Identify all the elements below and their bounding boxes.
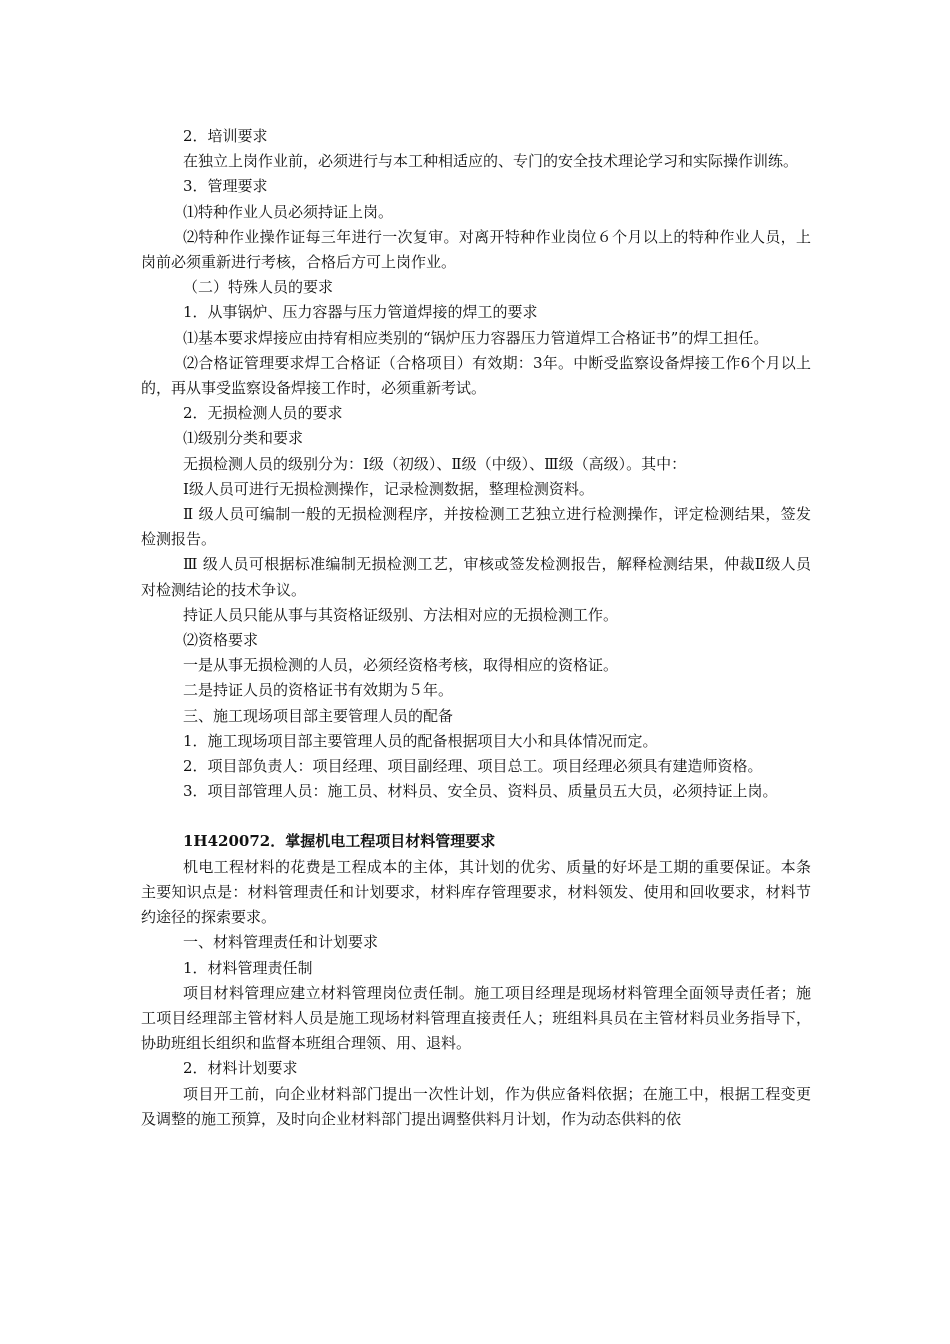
paragraph: 二是持证人员的资格证书有效期为５年。 [183,681,454,700]
paragraph: 三、施工现场项目部主要管理人员的配备 [183,706,454,725]
paragraph: Ⅲ 级人员可根据标准编制无损检测工艺，审核或签发检测报告，解释检测结果，仲裁Ⅱ级人员对检测结论的技术争议。 [141,555,811,599]
paragraph: 无损检测人员的级别分为：Ⅰ级（初级）、Ⅱ级（中级）、Ⅲ级（高级）。其中： [183,454,687,473]
paragraph: （二）特殊人员的要求 [183,278,334,297]
paragraph: 一、材料管理责任和计划要求 [183,933,379,952]
paragraph: Ⅰ级人员可进行无损检测操作，记录检测数据，整理检测资料。 [183,479,594,498]
paragraph: 项目开工前，向企业材料部门提出一次性计划，作为供应备料依据；在施工中，根据工程变更及调整的施工预算，及时向企业材料部门提出调整供料月计划，作为动态供料的依 [141,1084,811,1128]
paragraph: ⑴特种作业人员必须持证上岗。 [183,202,394,221]
paragraph: 机电工程材料的花费是工程成本的主体，其计划的优劣、质量的好坏是工期的重要保证。本条主要知识点是：材料管理责任和计划要求，材料库存管理要求，材料领发、使用和回收要求，材料节约途径的探索要求。 [141,857,811,927]
section-heading: 1H420072．掌握机电工程项目材料管理要求 [183,832,496,851]
paragraph: 3．项目部管理人员：施工员、材料员、安全员、资料员、质量员五大员，必须持证上岗。 [183,782,778,801]
paragraph: ⑴基本要求焊接应由持宥相应类别的“锅炉压力容器压力管道焊工合格证书”的焊工担任。 [183,328,769,347]
paragraph: 一是从事无损检测的人员，必须经资格考核，取得相应的资格证。 [183,656,619,675]
paragraph: 项目材料管理应建立材料管理岗位责任制。施工项目经理是现场材料管理全面领导责任者；施工项目经理部主管材料人员是施工现场材料管理直接责任人；班组料具员在主管材料员业务指导下，协助班组长组织和监督本班组合理领、用、退料。 [141,983,811,1053]
paragraph: ⑵合格证管理要求焊工合格证（合格项目）有效期：3年。中断受监察设备焊接工作6个月以上的，再从事受监察设备焊接工作时，必须重新考试。 [141,353,811,398]
paragraph: 1．从事锅炉、压力容器与压力管道焊接的焊工的要求 [183,303,538,322]
paragraph: Ⅱ 级人员可编制一般的无损检测程序，并按检测工艺独立进行检测操作，评定检测结果，签发检测报告。 [141,505,811,549]
paragraph: 2．培训要求 [183,127,268,145]
paragraph: 在独立上岗作业前，必须进行与本工种相适应的、专门的安全技术理论学习和实际操作训练。 [183,152,799,171]
paragraph: 2．项目部负责人：项目经理、项目副经理、项目总工。项目经理必须具有建造师资格。 [183,757,763,776]
paragraph: 2．无损检测人员的要求 [183,404,343,423]
document-body [141,124,811,1132]
paragraph: 3．管理要求 [183,177,268,196]
paragraph: ⑵资格要求 [183,631,259,650]
paragraph: 持证人员只能从事与其资格证级别、方法相对应的无损检测工作。 [183,605,619,624]
paragraph: ⑴级别分类和要求 [183,429,304,448]
paragraph: 2．材料计划要求 [183,1059,298,1078]
paragraph: 1．施工现场项目部主要管理人员的配备根据项目大小和具体情况而定。 [183,731,658,750]
paragraph: 1．材料管理责任制 [183,958,313,977]
paragraph: ⑵特种作业操作证每三年进行一次复审。对离开特种作业岗位６个月以上的特种作业人员，上岗前必须重新进行考核，合格后方可上岗作业。 [141,227,811,272]
